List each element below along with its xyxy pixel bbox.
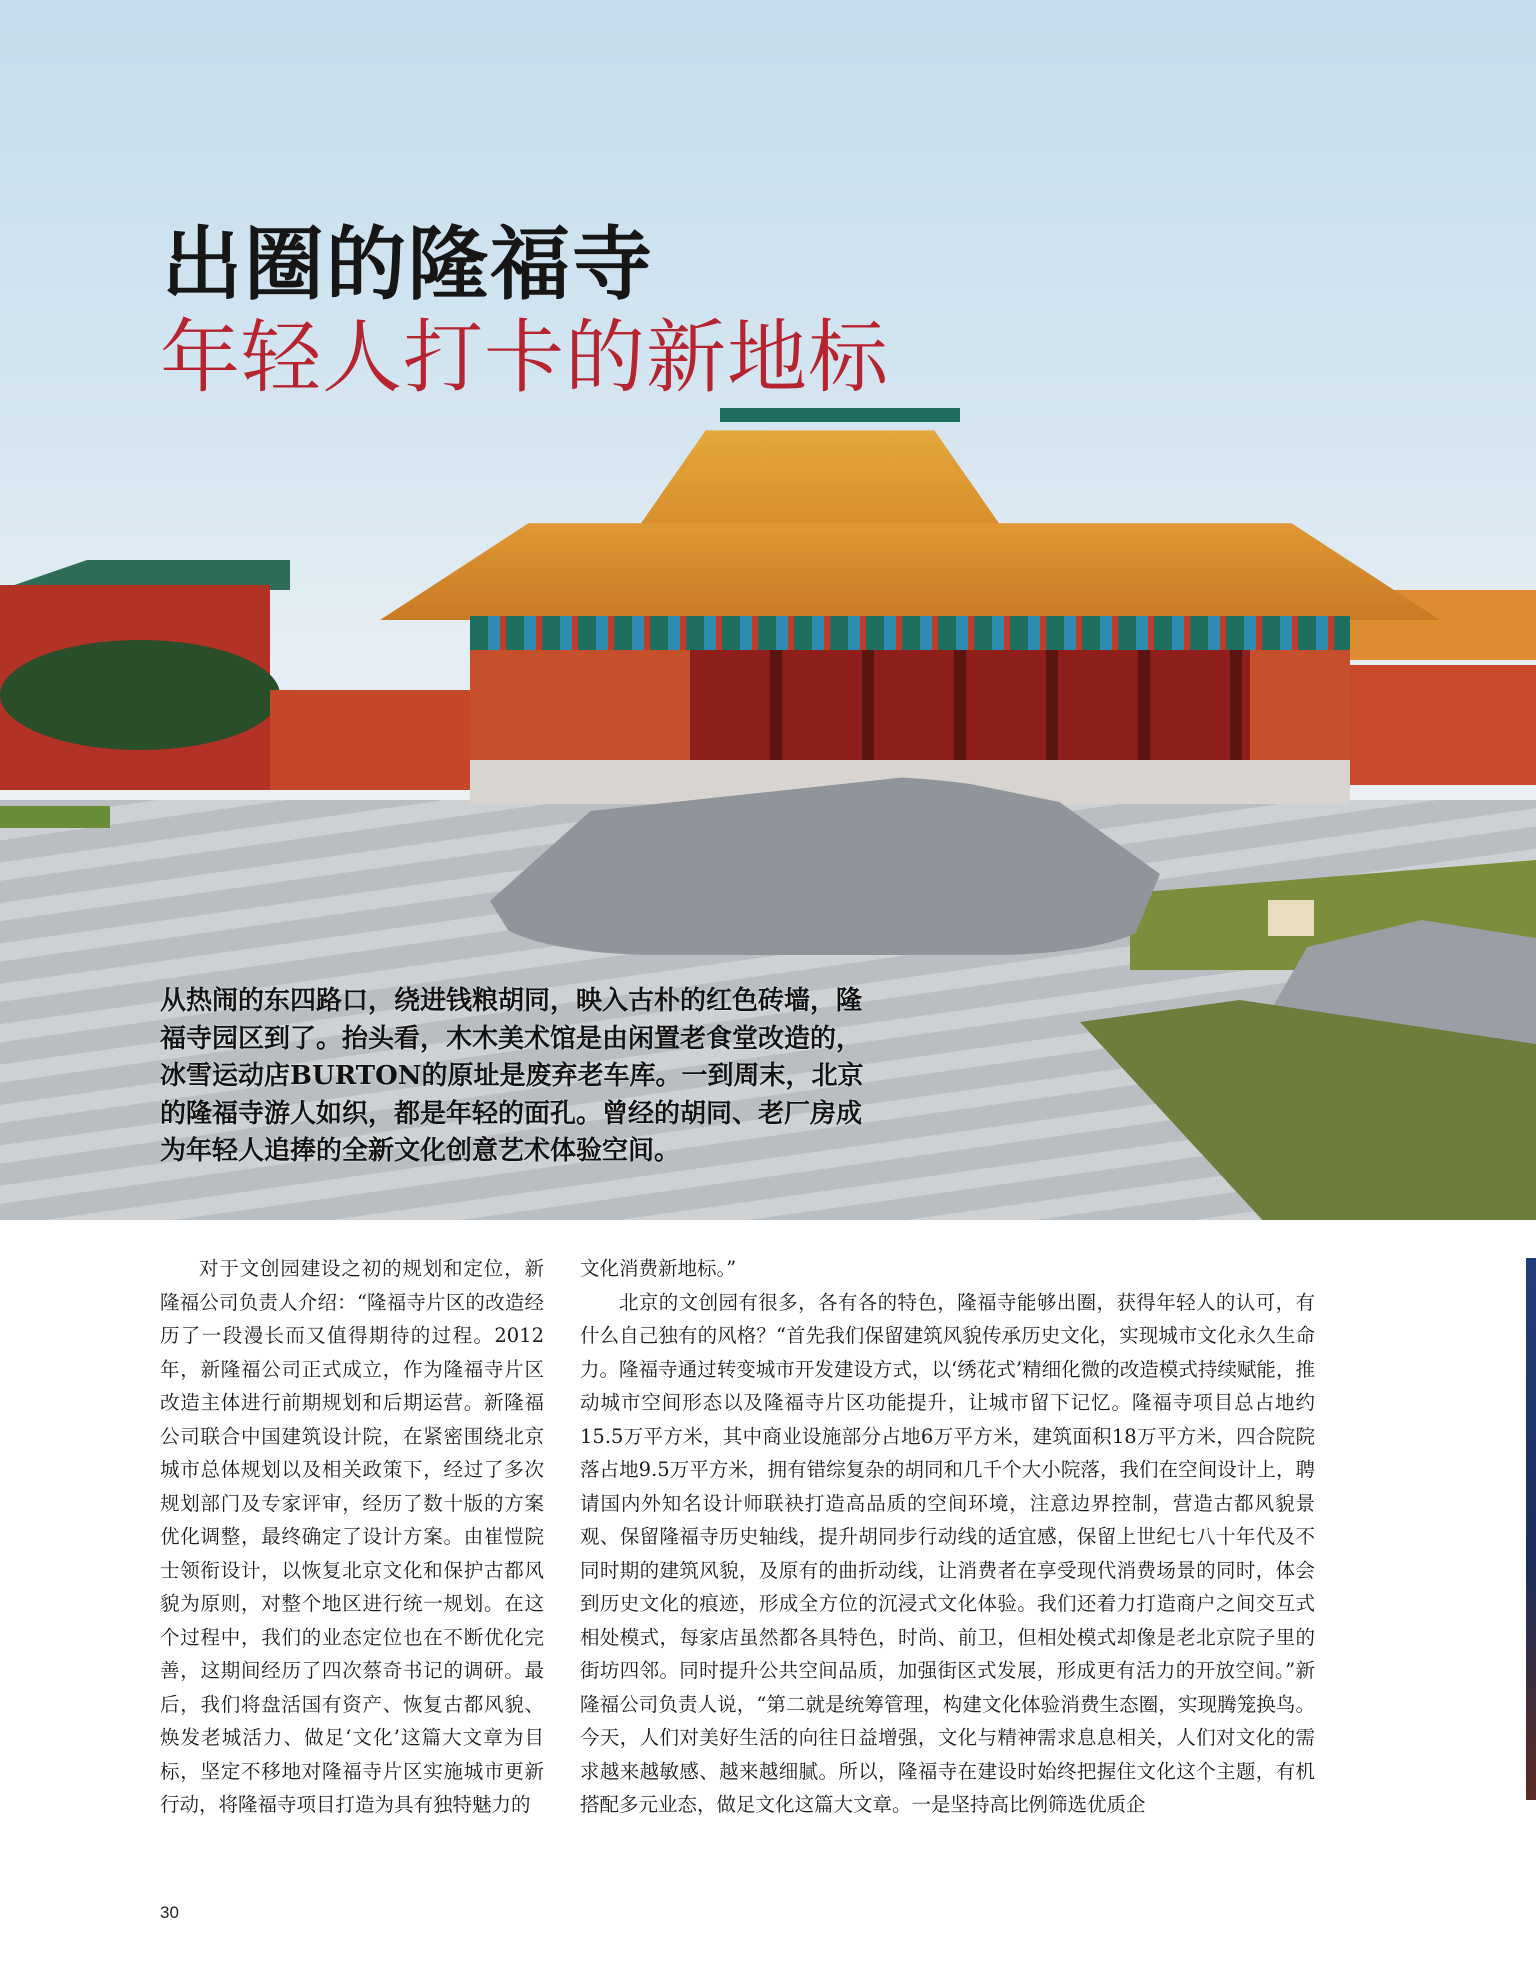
painted-eave-band	[470, 616, 1350, 650]
temple-lower-roof	[380, 510, 1440, 620]
lead-paragraph: 从热闹的东四路口，绕进钱粮胡同，映入古朴的红色砖墙，隆福寺园区到了。抬头看，木木美术馆是由闲置老食堂改造的，冰雪运动店BURTON的原址是废弃老车库。一到周末，北京的隆福寺游人如织，都是年轻的面孔。曾经的胡同、老厂房成为年轻人追捧的全新文化创意艺术体验空间。	[160, 986, 864, 1166]
article-title: 出圈的隆福寺	[162, 217, 654, 311]
next-page-photo-edge	[1526, 1258, 1536, 1800]
body-column-right	[580, 1252, 1315, 1822]
body-column-left	[160, 1252, 544, 1822]
temple-roof-ridge	[720, 408, 960, 422]
article-subtitle: 年轻人打卡的新地标	[160, 311, 889, 404]
body-paragraph-continued: 文化消费新地标。”	[580, 1257, 737, 1280]
page-number: 30	[160, 1903, 179, 1922]
body-paragraph: 北京的文创园有很多，各有各的特色，隆福寺能够出圈，获得年轻人的认可，有什么自己独有的风格？“首先我们保留建筑风貌传承历史文化，实现城市文化永久生命力。隆福寺通过转变城市开发建设方式，以‘绣花式’精细化微的改造模式持续赋能，推动城市空间形态以及隆福寺片区功能提升，让城市留下记忆。隆福寺项目总占地约15.5万平方米，其中商业设施部分占地6万平方米，建筑面积18万平方米，四合院院落占地9.5万平方米，拥有错综复杂的胡同和几千个大小院落，我们在空间设计上，聘请国内外知名设计师联袂打造高品质的空间环境，注意边界控制，营造古都风貌景观、保留隆福寺历史轴线，提升胡同步行动线的适宜感，保留上世纪七八十年代及不同时期的建筑风貌，及原有的曲折动线，让消费者在享受现代消费场景的同时，体会到历史文化的痕迹，形成全方位的沉浸式文化体验。我们还着力打造商户之间交互式相处模式，每家店虽然都各具特色，时尚、前卫，但相处模式却像是老北京院子里的街坊四邻。同时提升公共空间品质，加强街区式发展，形成更有活力的开放空间。”新隆福公司负责人说，“第二就是统筹管理，构建文化体验消费生态圈，实现腾笼换鸟。今天，人们对美好生活的向往日益增强，文化与精神需求息息相关，人们对文化的需求越来越敏感、越来越细腻。所以，隆福寺在建设时始终把握住文化这个主题，有机搭配多元业态，做足文化这篇大文章。一是坚持高比例筛选优质企	[580, 1290, 1315, 1816]
ground-lamp	[1268, 900, 1314, 936]
pine-tree	[0, 640, 280, 750]
left-grass-strip	[0, 806, 110, 828]
middle-wall	[270, 690, 470, 790]
body-paragraph: 对于文创园建设之初的规划和定位，新隆福公司负责人介绍：“隆福寺片区的改造经历了一段漫长而又值得期待的过程。2012年，新隆福公司正式成立，作为隆福寺片区改造主体进行前期规划和后期运营。新隆福公司联合中国建筑设计院，在紧密围绕北京城市总体规划以及相关政策下，经过了多次规划部门及专家评审，经历了数十版的方案优化调整，最终确定了设计方案。由崔愷院士领衔设计，以恢复北京文化和保护古都风貌为原则，对整个地区进行统一规划。在这个过程中，我们的业态定位也在不断优化完善，这期间经历了四次蔡奇书记的调研。最后，我们将盘活国有资产、恢复古都风貌、焕发老城活力、做足‘文化’这篇大文章为目标，坚定不移地对隆福寺片区实施城市更新行动，将隆福寺项目打造为具有独特魅力的	[160, 1257, 544, 1816]
